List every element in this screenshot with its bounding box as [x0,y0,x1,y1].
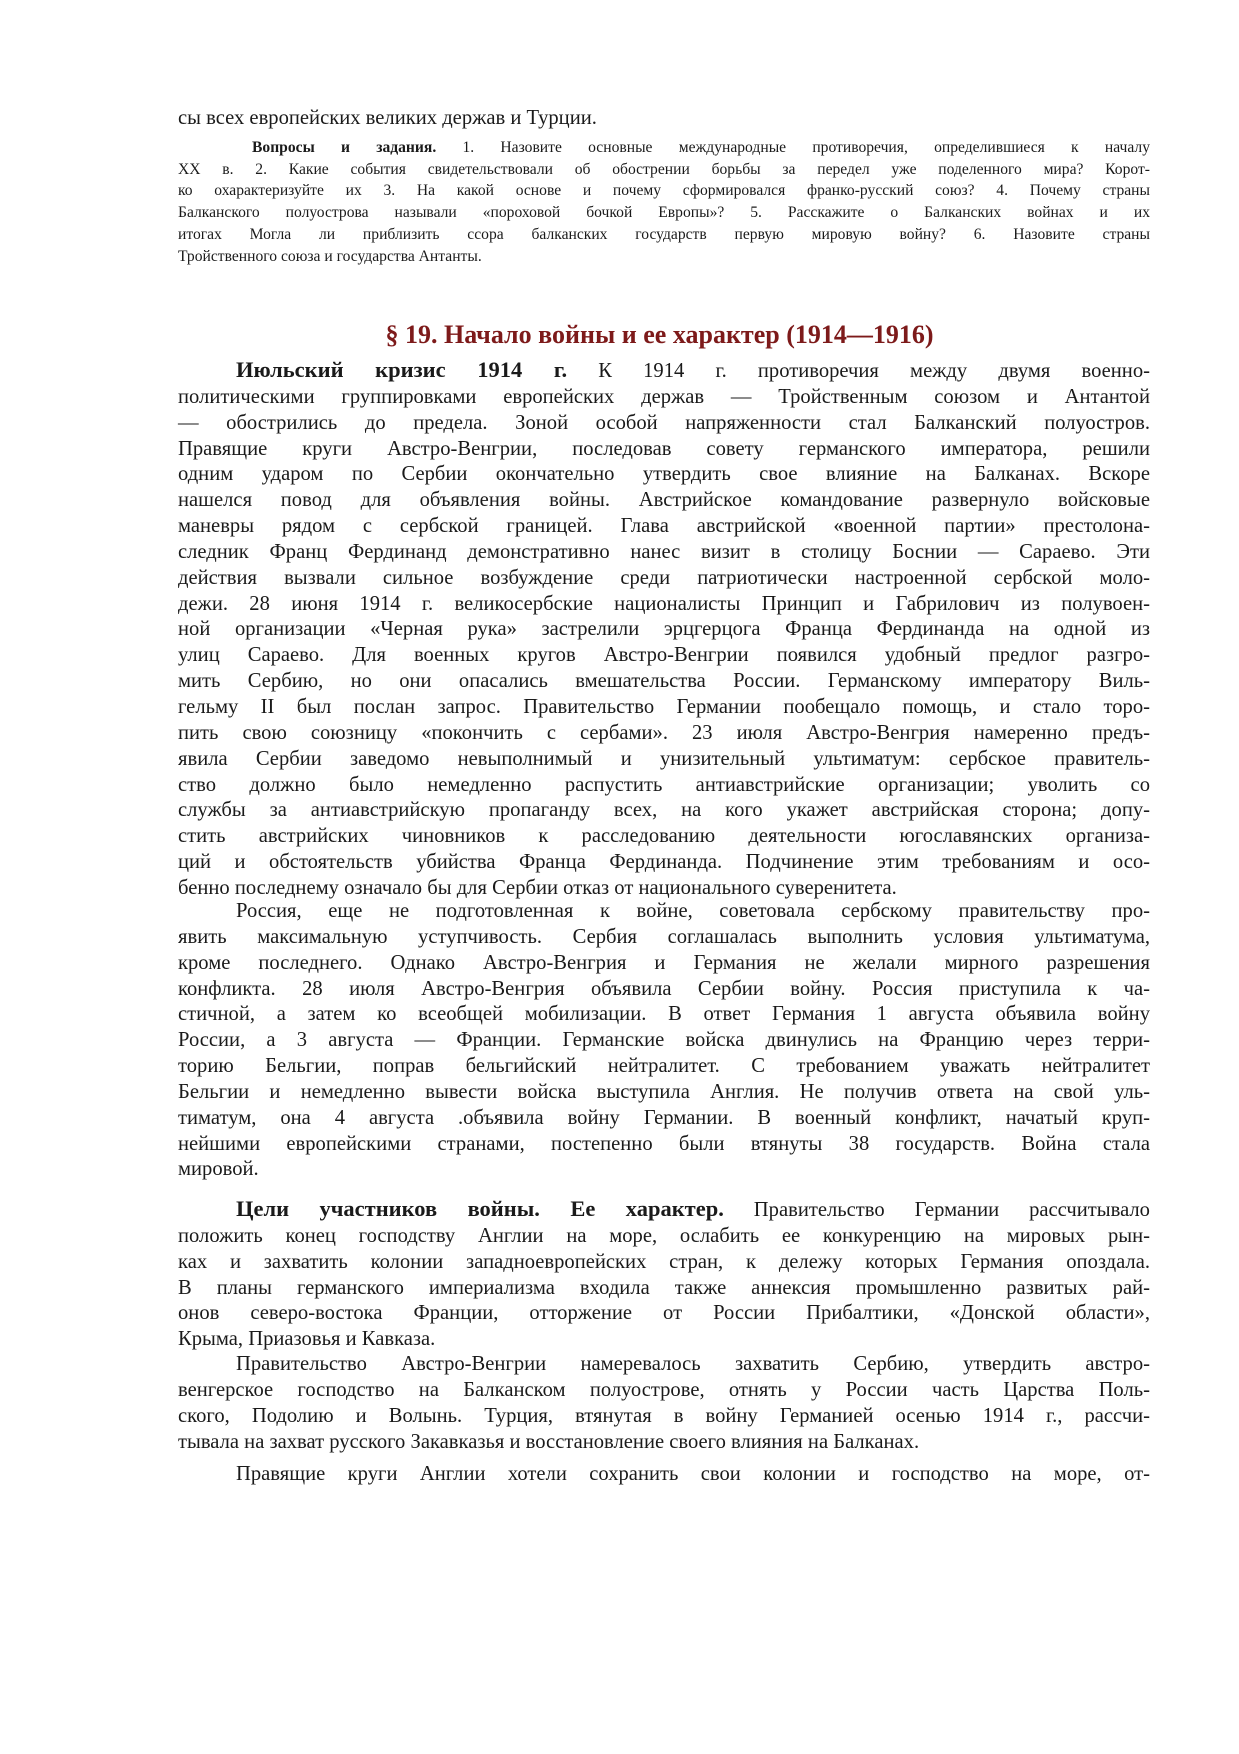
paragraph-text: маневры рядом с сербской границей. Глава австрийской «военной партии» престолона- [178,515,1150,538]
paragraph-line [178,1054,1150,1080]
questions-block [178,137,1150,267]
paragraph-line [178,385,1150,411]
paragraph-text: ной организации «Черная рука» застрелили эрцгерцога Франца Фердинанда на одной из [178,618,1150,641]
paragraph-lead-heading: Июльский кризис 1914 г. [236,357,568,382]
paragraph-text: ций и обстоятельств убийства Франца Фердинанда. Подчинение этим требованиям и осо- [178,851,1150,874]
paragraph-text: действия вызвали сильное возбуждение среди патриотически настроенной сербской моло- [178,566,1150,589]
paragraph-line [178,1378,1150,1404]
paragraph-text: одним ударом по Сербии окончательно утвердить свое влияние на Балканах. Вскоре [178,463,1150,486]
paragraph-line [178,977,1150,1003]
paragraph-line [178,1250,1150,1276]
paragraph-text: гельму II был послан запрос. Правительство Германии пообещало помощь, и стало торо- [178,695,1150,718]
paragraph-line [178,488,1150,514]
paragraph-text: К 1914 г. противоречия между двумя военно- [567,360,1150,382]
paragraph-lead-heading: Цели участников войны. Ее характер. [236,1196,724,1221]
paragraph-line [178,643,1150,669]
paragraph-line [178,437,1150,463]
paragraph-text: ках и захватить колонии западноевропейских стран, к дележу которых Германия опоздала. [178,1250,1150,1273]
paragraph-text: Правительство Австро-Венгрии намеревалось захватить Сербию, утвердить австро- [236,1353,1150,1375]
paragraph-text: Правящие круги Австро-Венгрии, последовав совету германского императора, решили [178,437,1150,460]
paragraph-text: стичной, а затем ко всеобщей мобилизации. В ответ Германия 1 августа объявила войну [178,1003,1150,1026]
paragraph-line [178,798,1150,824]
paragraph-line [178,1132,1150,1158]
question-text: ко охарактеризуйте их 3. На какой основе и почему сформировался франко-русский союз? 4. Почему страны [178,182,1150,200]
paragraph-line [178,1224,1150,1250]
question-text: 1. Назовите основные международные противоречия, определившиеся к началу [436,139,1150,156]
paragraph [178,357,1150,902]
paragraph-text: политическими группировками европейских держав — Тройственным союзом и Антантой [178,385,1150,408]
paragraph-text: пить свою союзницу «покончить с сербами». 23 июля Австро-Венгрия намеренно предъ- [178,721,1150,744]
paragraph-text: следник Франц Фердинанд демонстративно нанес визит в столицу Боснии — Сараево. Эти [178,540,1150,563]
paragraph-line [178,1106,1150,1132]
paragraph-line [178,1276,1150,1302]
paragraph-text: явить максимальную уступчивость. Сербия соглашалась выполнить условия ультиматума, [178,925,1150,948]
paragraph-text: нашелся повод для объявления войны. Австрийское командование развернуло войсковые [178,489,1150,512]
paragraph-line [178,617,1150,643]
paragraph-line [178,876,1150,902]
paragraph-line [178,850,1150,876]
paragraph-line [178,1352,1150,1378]
paragraph-text: стить австрийских чиновников к расследованию деятельности югославянских организа- [178,825,1150,848]
paragraph-line [178,1157,1150,1183]
paragraph-line [178,721,1150,747]
paragraph-line [178,462,1150,488]
question-line [178,159,1150,181]
paragraph-text: мировой. [178,1158,259,1181]
question-text: Балканского полуострова называли «пороховой бочкой Европы»? 5. Расскажите о Балканских войнах и их [178,204,1150,222]
question-line [178,202,1150,224]
paragraph [178,1352,1150,1455]
paragraph-line [178,669,1150,695]
paragraph-text: тиматум, она 4 августа .объявила войну Германии. В военный конфликт, начатый круп- [178,1106,1150,1129]
question-text: XX в. 2. Какие события свидетельствовали об обострении борьбы за передел уже поделенного мира? Корот- [178,160,1150,178]
paragraph-line [178,773,1150,799]
paragraph-text: бенно последнему означало бы для Сербии отказ от национального суверенитета. [178,876,897,899]
paragraph-line [178,695,1150,721]
paragraph-line [178,1301,1150,1327]
paragraph [178,1196,1150,1353]
question-text: итогах Могла ли приблизить ссора балканских государств первую мировую войну? 6. Назовите страны [178,225,1150,243]
paragraph-line [178,540,1150,566]
paragraph-line [178,1430,1150,1456]
paragraph-text: улиц Сараево. Для военных кругов Австро-Венгрии появился удобный предлог разгро- [178,644,1150,667]
paragraph-line [178,566,1150,592]
paragraph-line [178,1080,1150,1106]
paragraph-line [178,951,1150,977]
paragraph-text: Крыма, Приазовья и Кавказа. [178,1328,436,1351]
paragraph-text: положить конец господству Англии на море, ослабить ее конкуренцию на мировых рын- [178,1224,1150,1247]
paragraph-line [178,592,1150,618]
paragraph-text: нейшими европейскими странами, постепенно были втянуты 38 государств. Война стала [178,1132,1150,1155]
paragraph-text: дежи. 28 июня 1914 г. великосербские националисты Принцип и Габрилович из полувоен- [178,592,1150,615]
paragraph-text: тывала на захват русского Закавказья и восстановление своего влияния на Балканах. [178,1430,920,1453]
paragraph-text: торию Бельгии, поправ бельгийский нейтралитет. С требованием уважать нейтралитет [178,1055,1150,1078]
paragraph-line [178,1404,1150,1430]
paragraph-text: явила Сербии заведомо невыполнимый и унизительный ультиматум: сербское правитель- [178,747,1150,770]
paragraph-line [178,514,1150,540]
paragraph-text: России, а 3 августа — Франции. Германские войска двинулись на Францию через терри- [178,1029,1150,1052]
paragraph-text: В планы германского империализма входила также аннексия промышленно развитых рай- [178,1276,1150,1299]
paragraph-line [178,1028,1150,1054]
paragraph-line [178,1327,1150,1353]
paragraph-line [178,1462,1150,1488]
paragraph-text: Россия, еще не подготовленная к войне, советовала сербскому правительству про- [236,900,1150,922]
paragraph-line [178,411,1150,437]
question-text: Тройственного союза и государства Антанты. [178,247,482,265]
paragraph-text: конфликта. 28 июля Австро-Венгрия объявила Сербии войну. Россия приступила к ча- [178,977,1150,1000]
text-line: сы всех европейских великих держав и Турции. [178,107,597,129]
paragraph-line [178,1002,1150,1028]
paragraph [178,899,1150,1183]
questions-label: Вопросы и задания. [252,139,437,156]
paragraph [178,1462,1150,1488]
paragraph-line [178,1196,1150,1224]
paragraph-text: ство должно было немедленно распустить антиавстрийские организации; уволить со [178,773,1150,796]
paragraph-line [178,925,1150,951]
paragraph-text: Бельгии и немедленно вывести войска выступила Англия. Не получив ответа на свой уль- [178,1080,1150,1103]
paragraph-line [178,824,1150,850]
paragraph-text: мить Сербию, но они опасались вмешательства России. Германскому императору Виль- [178,670,1150,693]
section-title: § 19. Начало войны и ее характер (1914—1916) [385,320,934,349]
paragraph-line [178,357,1150,385]
paragraph-text: Правительство Германии рассчитывало [723,1199,1150,1221]
question-line [178,180,1150,202]
paragraph-text: ского, Подолию и Волынь. Турция, втянутая в войну Германией осенью 1914 г., рассчи- [178,1404,1150,1427]
paragraph-line [178,747,1150,773]
question-line [178,246,1150,268]
question-line [178,137,1150,159]
carryover-line [178,106,1150,132]
paragraph-text: службы за антиавстрийскую пропаганду всех, на кого укажет австрийская сторона; допу- [178,799,1150,822]
question-line [178,224,1150,246]
paragraph-text: Правящие круги Англии хотели сохранить свои колонии и господство на море, от- [236,1463,1150,1485]
paragraph-text: кроме последнего. Однако Австро-Венгрия и Германия не желали мирного разрешения [178,951,1150,974]
paragraph-text: венгерское господство на Балканском полуострове, отнять у России часть Царства Поль- [178,1378,1150,1401]
paragraph-text: онов северо-востока Франции, отторжение от России Прибалтики, «Донской области», [178,1302,1150,1325]
paragraph-text: — обострились до предела. Зоной особой напряженности стал Балканский полуостров. [178,411,1150,434]
paragraph-line [178,899,1150,925]
